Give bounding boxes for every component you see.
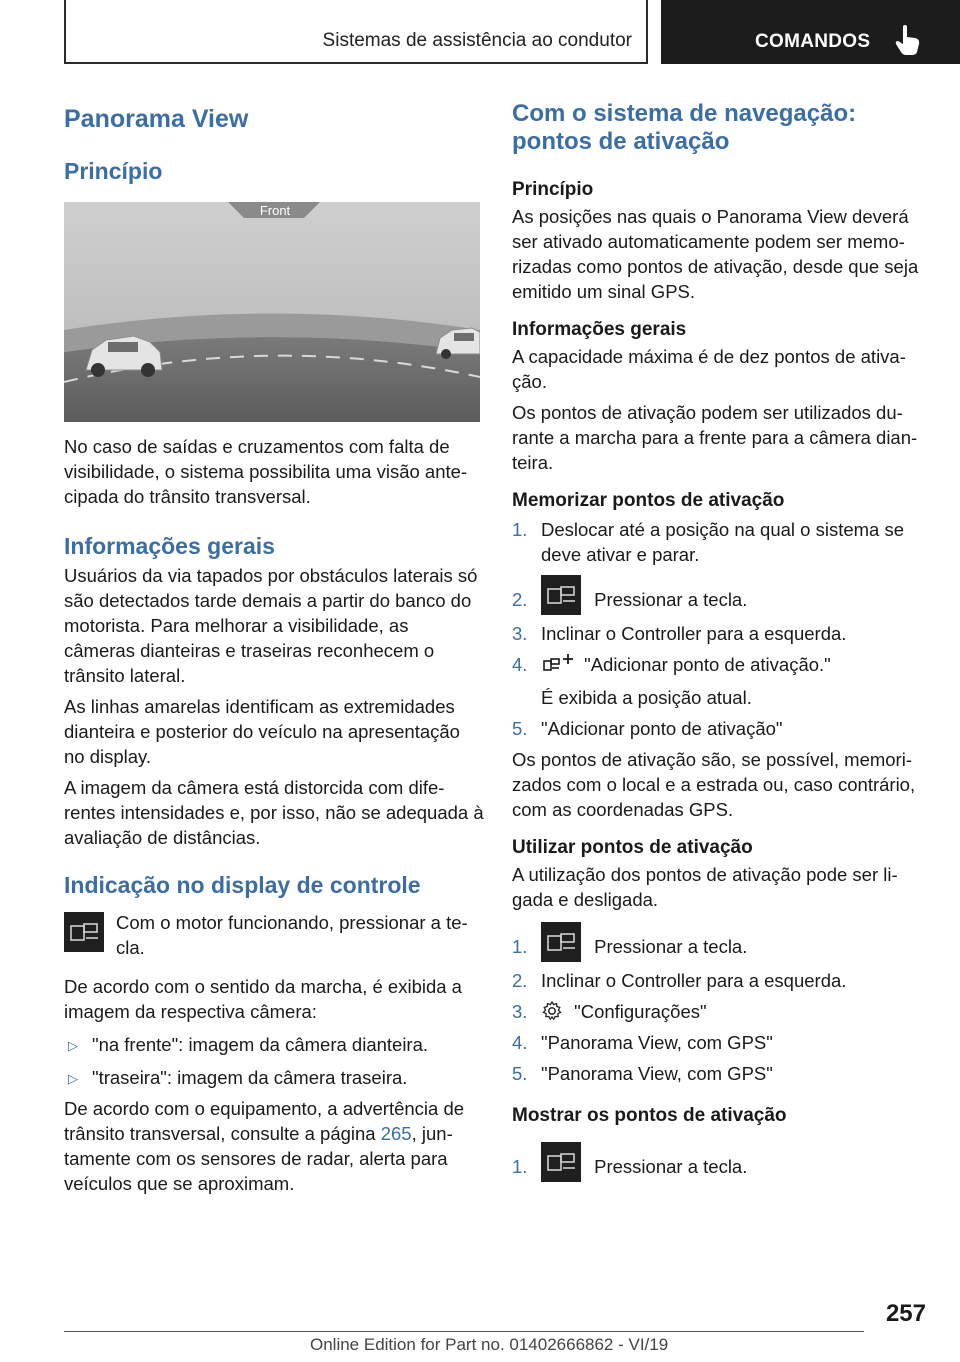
camera-button-icon [541,922,581,962]
info-paragraph-1-right: A capacidade máxima é de dez pontos de ativação. [512,346,906,392]
header-section-box [64,0,648,64]
memorizar-steps [512,517,932,741]
list-item: 3. Inclinar o Controller para a esquerda. [512,623,847,644]
right-column [512,100,932,1182]
add-point-icon [541,653,575,675]
sub-utilizar: Utilizar pontos de ativação [512,837,753,858]
footer-edition: Online Edition for Part no. 01402666862 - VI/19 [310,1335,669,1354]
page-265-link[interactable]: 265 [380,1123,412,1144]
list-item: 1. Deslocar até a posição na qual o sistema se deve ativar e parar. [512,519,905,565]
sub-memorizar: Memorizar pontos de ativação [512,490,785,511]
triangle-bullet-icon: ▷ [68,1038,78,1053]
camera-bullet-list [64,1032,484,1090]
utilizar-paragraph: A utilização dos pontos de ativação pode ser ligada e desligada. [512,864,898,910]
info-paragraph-1: Usuários da via tapados por obstáculos laterais só são detectados tarde demais a partir do banco do motorista. Para melhorar a visibilidade, as câmeras dianteiras e traseiras reconhecem o trânsito lateral. [64,565,478,686]
heading-informacoes-gerais: Informações gerais [64,533,275,559]
intro-paragraph: No caso de saídas e cruzamentos com falta de visibilidade, o sistema possibilita uma visão antecipada do trânsito transversal. [64,436,468,507]
list-item: 1. Pressionar a tecla. [512,922,932,962]
list-item: 3. "Configurações" [512,1001,707,1022]
equipamento-paragraph: De acordo com o equipamento, a advertência de trânsito transversal, consulte a página 265, juntamente com os sensores de radar, alerta para veículos que se aproximam. [64,1098,465,1194]
camera-view-image [64,202,480,422]
info-paragraph-2-right: Os pontos de ativação podem ser utilizados durante a marcha para a frente para a câmera dianteira. [512,402,918,473]
step-4-note: É exibida a posição atual. [541,687,752,708]
heading-navegacao: Com o sistema de navegação: pontos de ativação [512,100,857,155]
list-item: 5. "Adicionar ponto de ativação" [512,718,783,739]
sub-principio: Princípio [512,179,594,200]
left-column [64,100,484,1196]
memorizados-paragraph: Os pontos de ativação são, se possível, memorizados com o local e a estrada ou, caso contrário, com as coordenadas GPS. [512,749,916,820]
list-item: 4. "Adicionar ponto de ativação." É exibida a posição atual. [512,652,932,710]
header-section-title: Sistemas de assistência ao condutor [322,30,632,51]
principio-paragraph: As posições nas quais o Panorama View deverá ser ativado automaticamente podem ser memorizadas como pontos de ativação, desde que seja emitido um sinal GPS. [512,206,919,302]
utilizar-steps [512,922,932,1086]
list-item: 2. Pressionar a tecla. [512,575,932,615]
page-number: 257 [885,1300,926,1327]
sentido-paragraph: De acordo com o sentido da marcha, é exibida a imagem da respectiva câmera: [64,976,462,1022]
list-item: 5. "Panorama View, com GPS" [512,1063,773,1084]
header-chapter-label: COMANDOS [755,31,871,52]
sub-mostrar: Mostrar os pontos de ativação [512,1105,787,1126]
gear-icon [541,1000,563,1022]
triangle-bullet-icon: ▷ [68,1071,78,1086]
info-paragraph-3: A imagem da câmera está distorcida com diferentes intensidades e, por isso, não se adequada à avaliação de distâncias. [64,777,484,848]
heading-principio: Princípio [64,158,163,184]
pointing-hand-icon [893,24,923,56]
list-item: ▷ "na frente": imagem da câmera dianteira. [64,1032,484,1057]
camera-front-label: Front [259,203,291,218]
list-item: 2. Inclinar o Controller para a esquerda. [512,970,847,991]
camera-button-icon [541,1142,581,1182]
heading-indicacao-display: Indicação no display de controle [64,872,421,898]
header-chapter-tab [661,0,960,64]
list-item: ▷ "traseira": imagem da câmera traseira. [64,1065,484,1090]
camera-button-icon [64,912,104,952]
camera-button-icon [541,575,581,615]
footer-divider [64,1331,864,1332]
motor-instruction [64,910,484,960]
info-paragraph-2: As linhas amarelas identificam as extremidades dianteira e posterior do veículo na apresentação no display. [64,696,460,767]
mostrar-steps [512,1142,932,1182]
motor-paragraph: Com o motor funcionando, pressionar a tecla. [116,912,468,958]
sub-informacoes-gerais: Informações gerais [512,319,687,340]
list-item: 4. "Panorama View, com GPS" [512,1032,773,1053]
heading-panorama-view: Panorama View [64,105,249,133]
list-item: 1. Pressionar a tecla. [512,1142,932,1182]
